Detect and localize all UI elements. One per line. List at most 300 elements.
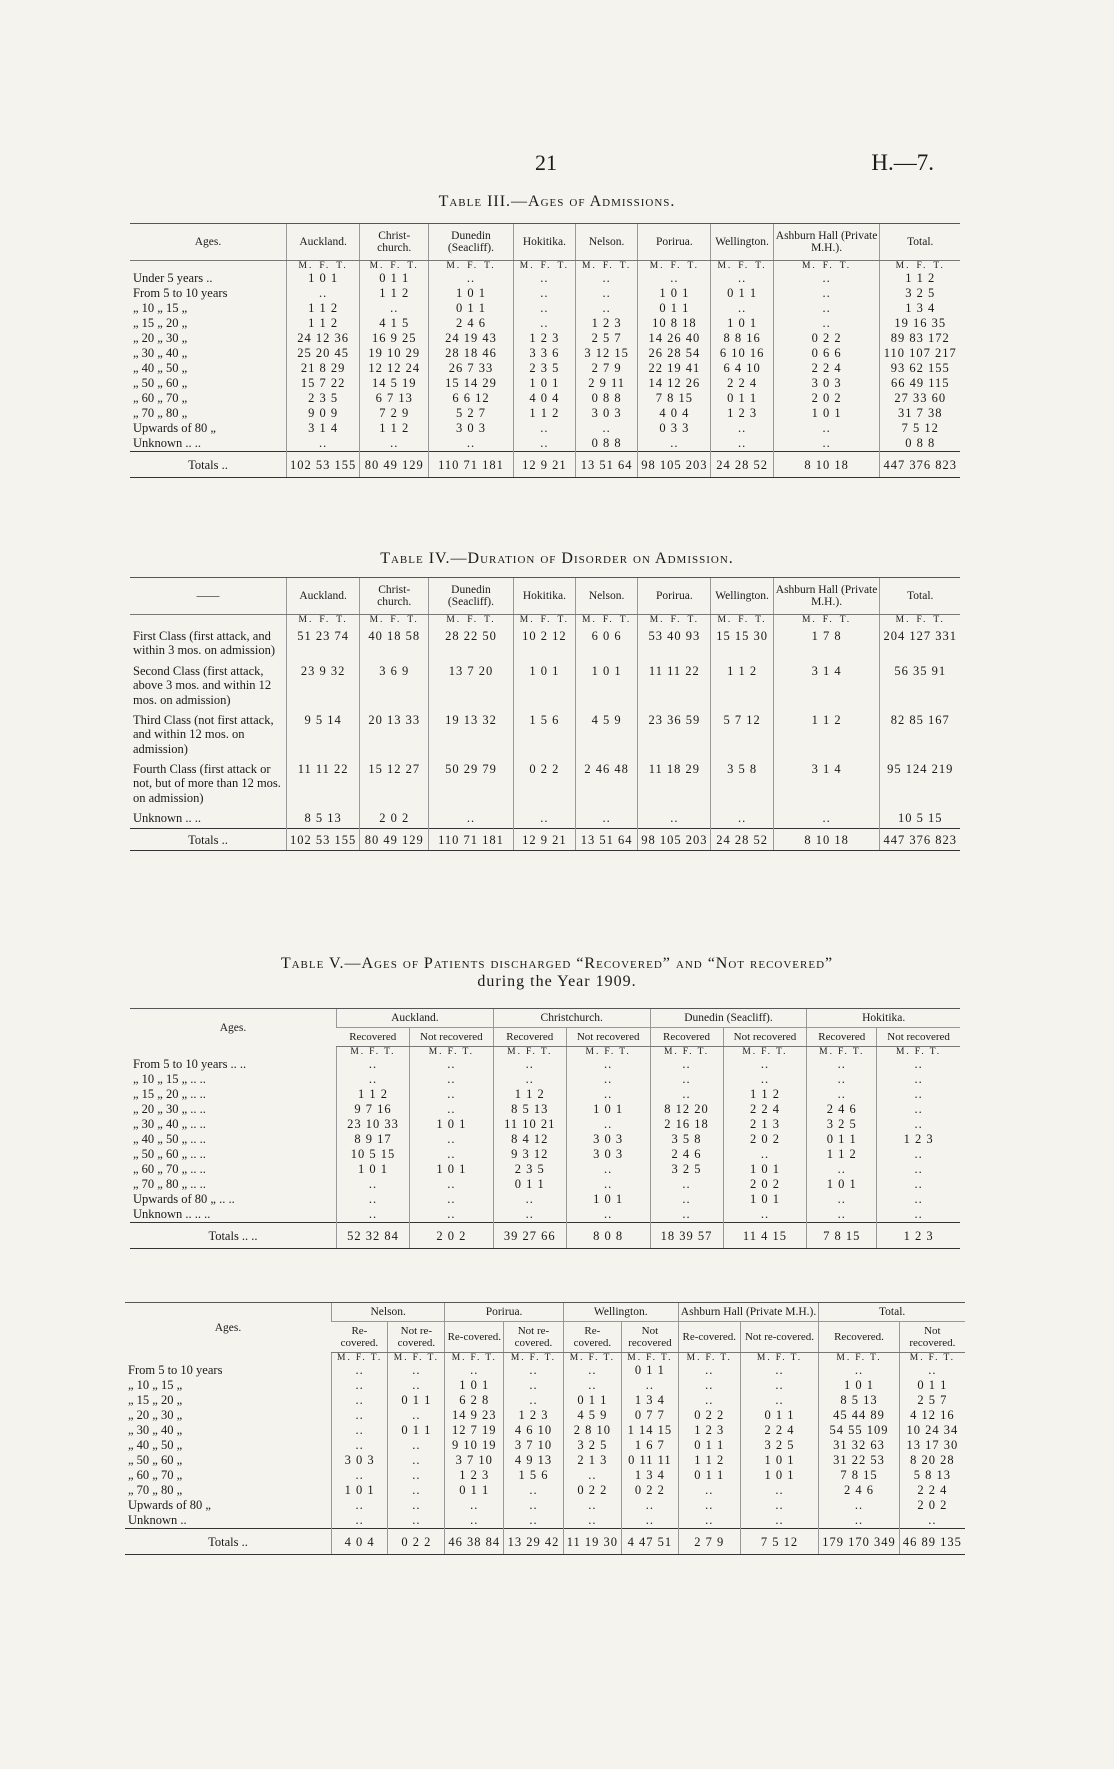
table4-mft-cell: [880, 615, 960, 626]
table5b-row: [125, 1453, 965, 1468]
table5b-cell: 1 3 4: [622, 1468, 679, 1483]
table5b-mft-label: F.: [775, 1353, 787, 1363]
table3-col-header: Christ-church.: [360, 224, 429, 261]
table3-cell: 1 1 2: [880, 271, 960, 286]
table4-cell: 204 127 331: [880, 625, 960, 660]
table5a-mft-label: M.: [350, 1047, 366, 1057]
table5b-cell: 0 2 2: [622, 1483, 679, 1498]
table5a-institution: Auckland.: [337, 1009, 494, 1028]
table5a-mft-label: T.: [384, 1047, 396, 1057]
table5b-mft-label: F.: [705, 1353, 717, 1363]
table5a-mft-label: M.: [428, 1047, 444, 1057]
table5b-institution: Nelson.: [332, 1303, 445, 1322]
table4-col-header: Christ-church.: [360, 578, 429, 615]
table5b-cell: 0 2 2: [563, 1483, 621, 1498]
table4-mft-label: M.: [895, 615, 911, 625]
table5a-mft-label: M.: [663, 1047, 679, 1057]
table3-mft-label: F.: [602, 261, 614, 271]
table3-cell: ..: [429, 436, 514, 452]
table5a-cell: 3 0 3: [566, 1147, 650, 1162]
table5b-cell: 0 1 1: [388, 1393, 445, 1408]
table3-cell: 1 0 1: [429, 286, 514, 301]
table4-cell: 1 7 8: [773, 625, 880, 660]
table5a-mft-label: T.: [929, 1047, 942, 1057]
table4-mft-cell: [429, 615, 514, 626]
table4-mft-label: F.: [540, 615, 552, 625]
table5b-cell: ..: [388, 1408, 445, 1423]
table5a-cell: 3 2 5: [650, 1162, 723, 1177]
table4: [130, 577, 960, 851]
table5a-cell: 1 0 1: [566, 1192, 650, 1207]
table5a-cell: 1 0 1: [723, 1192, 807, 1207]
table4-mft-label: M.: [649, 615, 665, 625]
table5b-mft-label: M.: [909, 1353, 925, 1363]
page-number: 21: [535, 150, 557, 175]
table5a-mft-label: T.: [697, 1047, 710, 1057]
table5a-cell: ..: [566, 1117, 650, 1132]
table5b-cell: 3 0 3: [332, 1453, 388, 1468]
table5b-mft-cell: [563, 1353, 621, 1364]
table3-cell: 31 7 38: [880, 406, 960, 421]
table5a-totals-cell: 7 8 15: [807, 1223, 877, 1249]
table5a-mft-label: F.: [604, 1047, 616, 1057]
table5b-mft-label: F.: [355, 1353, 367, 1363]
table5a-mft-cell: [877, 1047, 960, 1058]
table3-mft-label: F.: [738, 261, 750, 271]
table5b-subhead: Re-covered.: [445, 1322, 504, 1353]
table3-cell: 2 5 7: [576, 331, 638, 346]
table3-row: [130, 436, 960, 452]
table4-cell: 9 5 14: [287, 709, 360, 758]
table5b-cell: 14 9 23: [445, 1408, 504, 1423]
table3-cell: 7 5 12: [880, 421, 960, 436]
table4-cell: 56 35 91: [880, 660, 960, 709]
table3-cell: 0 1 1: [711, 286, 773, 301]
table3-mft-row: [130, 261, 960, 272]
table3-row-label: „ 40 „ 50 „: [133, 361, 188, 375]
table5a-cell: 1 2 3: [877, 1132, 960, 1147]
table5b-header-row: [125, 1303, 965, 1322]
table5a-mft-row: [130, 1047, 960, 1058]
table5a-cell: ..: [650, 1207, 723, 1223]
table5a-cell: ..: [723, 1072, 807, 1087]
table5b-cell: ..: [740, 1513, 818, 1529]
table5b-institution: Total.: [819, 1303, 965, 1322]
table4-mft-label: M.: [717, 615, 733, 625]
table3-totals-cell: 8 10 18: [773, 452, 880, 478]
table4-row: [130, 758, 960, 807]
table3-cell: 0 1 1: [638, 301, 711, 316]
table5b-cell: ..: [563, 1378, 621, 1393]
table5a-cell: ..: [566, 1057, 650, 1072]
table5a-row-label: Unknown .. .. ..: [133, 1207, 211, 1221]
table5a-mft-label: T.: [462, 1047, 474, 1057]
table5b-cell: ..: [504, 1363, 564, 1378]
table3-mft-label: T.: [557, 261, 569, 271]
table3-cell: 2 3 5: [513, 361, 575, 376]
table5a-cell: ..: [807, 1087, 877, 1102]
table3-mft-label: T.: [336, 261, 348, 271]
table5b-cell: ..: [819, 1498, 900, 1513]
table5b-totals-cell: 0 2 2: [388, 1529, 445, 1555]
table5b-cell: 0 1 1: [740, 1408, 818, 1423]
table3-mft-label: M.: [649, 261, 665, 271]
table3-mft-label: T.: [687, 261, 699, 271]
table3-row-label: From 5 to 10 years: [133, 286, 228, 300]
table4-mft-cell: [638, 615, 711, 626]
table5a-totals-cell: 8 0 8: [566, 1223, 650, 1249]
table5b-cell: 1 5 6: [504, 1468, 564, 1483]
table3-cell: 2 2 4: [711, 376, 773, 391]
table4-cell: ..: [711, 807, 773, 829]
table5a-cell: 1 0 1: [723, 1162, 807, 1177]
table5b-cell: 10 24 34: [899, 1423, 965, 1438]
table4-cell: 11 11 22: [287, 758, 360, 807]
table5a-row: [130, 1147, 960, 1162]
table4-totals-label: Totals ..: [130, 829, 287, 851]
table5a-subhead: Recovered: [493, 1028, 566, 1047]
table4-cell: 0 2 2: [513, 758, 575, 807]
table4-cell: 1 1 2: [711, 660, 773, 709]
table5a-mft-cell: [650, 1047, 723, 1058]
table3-cell: ..: [513, 301, 575, 316]
table3-row: [130, 316, 960, 331]
table5b-cell: ..: [563, 1513, 621, 1529]
table5b-row: [125, 1468, 965, 1483]
table5a-cell: 2 16 18: [650, 1117, 723, 1132]
table5a-cell: ..: [409, 1177, 493, 1192]
table4-row-label: Third Class (not first attack, and within 12 mos. on admission): [133, 712, 274, 756]
table5b-row-header: Ages.: [125, 1303, 332, 1353]
table4-cell: 1 5 6: [513, 709, 575, 758]
table3-cell: 12 12 24: [360, 361, 429, 376]
table5b-cell: 4 6 10: [504, 1423, 564, 1438]
table4-cell: 1 0 1: [513, 660, 575, 709]
document-code: H.—7.: [871, 150, 934, 175]
table3-caption-text: Table III.—Ages of Admissions.: [438, 193, 676, 210]
table5a-subhead: Not recovered: [409, 1028, 493, 1047]
table5b-cell: ..: [504, 1498, 564, 1513]
table5a-mft-label: M.: [895, 1047, 911, 1057]
table5a-totals-cell: 11 4 15: [723, 1223, 807, 1249]
table5a-totals-row: [130, 1223, 960, 1249]
table3-cell: 26 7 33: [429, 361, 514, 376]
table4-cell: 13 7 20: [429, 660, 514, 709]
table5b-totals-cell: 4 47 51: [622, 1529, 679, 1555]
table3-totals-cell: 24 28 52: [711, 452, 773, 478]
table4-cell: 50 29 79: [429, 758, 514, 807]
table5a-cell: 2 3 5: [493, 1162, 566, 1177]
table5b-cell: 4 9 13: [504, 1453, 564, 1468]
table3-totals-cell: 102 53 155: [287, 452, 360, 478]
table5a-cell: 0 1 1: [493, 1177, 566, 1192]
table5b-cell: ..: [388, 1438, 445, 1453]
table3-cell: 4 0 4: [638, 406, 711, 421]
table3-cell: 0 8 8: [576, 391, 638, 406]
table5b-cell: 0 1 1: [678, 1438, 740, 1453]
table3-cell: 7 2 9: [360, 406, 429, 421]
table5b-cell: ..: [740, 1498, 818, 1513]
table5b-row-label: Unknown ..: [128, 1513, 187, 1527]
table3-cell: 27 33 60: [880, 391, 960, 406]
table3-cell: 22 19 41: [638, 361, 711, 376]
table3-cell: ..: [429, 271, 514, 286]
table5b-cell: ..: [332, 1393, 388, 1408]
table5a-totals-cell: 1 2 3: [877, 1223, 960, 1249]
table5b-cell: ..: [332, 1498, 388, 1513]
table3-cell: 19 16 35: [880, 316, 960, 331]
table3-cell: 2 4 6: [429, 316, 514, 331]
table4-row: [130, 625, 960, 660]
table5a-cell: 2 4 6: [650, 1147, 723, 1162]
table3-cell: 1 1 2: [287, 316, 360, 331]
table5a-cell: 8 12 20: [650, 1102, 723, 1117]
table4-mft-label: T.: [484, 615, 496, 625]
table5b-totals-cell: 11 19 30: [563, 1529, 621, 1555]
table5a-cell: 10 5 15: [337, 1147, 410, 1162]
table5a-cell: 2 1 3: [723, 1117, 807, 1132]
table3-caption: [0, 193, 1114, 211]
table5b-row-label: „ 50 „ 60 „: [128, 1453, 183, 1467]
table4-cell: 3 1 4: [773, 758, 880, 807]
table5b-mft-cell: [445, 1353, 504, 1364]
table5a-cell: ..: [877, 1207, 960, 1223]
table4-row-label: Unknown .. ..: [133, 811, 202, 826]
table5b-mft-label: M.: [627, 1353, 643, 1363]
table3-cell: 9 0 9: [287, 406, 360, 421]
table5a-cell: 23 10 33: [337, 1117, 410, 1132]
table5a-totals-cell: 18 39 57: [650, 1223, 723, 1249]
table4-col-header: Wellington.: [711, 578, 773, 615]
table5a-cell: 3 0 3: [566, 1132, 650, 1147]
table4-mft-cell: [576, 615, 638, 626]
table5a-cell: 1 0 1: [807, 1177, 877, 1192]
table5a-cell: ..: [877, 1147, 960, 1162]
table5a-row-label: „ 40 „ 50 „ .. ..: [133, 1132, 206, 1146]
table3-row-label: „ 20 „ 30 „: [133, 331, 188, 345]
table5a-mft-label: F.: [682, 1047, 694, 1057]
table5a-mft-label: M.: [819, 1047, 834, 1057]
table4-cell: 23 36 59: [638, 709, 711, 758]
table5b-cell: ..: [622, 1378, 679, 1393]
table4-col-header: Total.: [880, 578, 960, 615]
table3-cell: 24 19 43: [429, 331, 514, 346]
table4-mft-label: F.: [390, 615, 402, 625]
table5b-cell: 2 2 4: [740, 1423, 818, 1438]
table4-mft-cell: [513, 615, 575, 626]
table3-cell: 4 1 5: [360, 316, 429, 331]
table5a-totals-cell: 2 0 2: [409, 1223, 493, 1249]
table3-cell: 0 3 3: [638, 421, 711, 436]
table5b-institution: Ashburn Hall (Private M.H.).: [678, 1303, 818, 1322]
table5b-totals-label: Totals ..: [125, 1529, 332, 1555]
table5b-totals-cell: 13 29 42: [504, 1529, 564, 1555]
table4-row-label: Second Class (first attack, above 3 mos. and within 12 mos. on admission): [133, 663, 272, 707]
table3-mft-cell: [360, 261, 429, 272]
table5a-row: [130, 1102, 960, 1117]
table5a-mft-label: M.: [585, 1047, 601, 1057]
table5b-cell: 1 0 1: [332, 1483, 388, 1498]
table4-mft-cell: [287, 615, 360, 626]
table3-cell: 93 62 155: [880, 361, 960, 376]
table3-cell: ..: [711, 436, 773, 452]
table5b-cell: 4 5 9: [563, 1408, 621, 1423]
table5a-row: [130, 1207, 960, 1223]
table3-cell: 0 1 1: [711, 391, 773, 406]
table5a-row-label: „ 10 „ 15 „ .. ..: [133, 1072, 206, 1086]
table4-col-header: Porirua.: [638, 578, 711, 615]
table3-cell: 1 1 2: [360, 421, 429, 436]
table3-row: [130, 421, 960, 436]
table4-totals-cell: 13 51 64: [576, 829, 638, 851]
table5b-cell: 1 0 1: [819, 1378, 900, 1393]
table4-row: [130, 807, 960, 829]
table3-cell: 0 2 2: [773, 331, 880, 346]
table4-cell: 8 5 13: [287, 807, 360, 829]
table5a-cell: ..: [877, 1072, 960, 1087]
table3-mft-label: F.: [319, 261, 331, 271]
table5b-cell: 2 4 6: [819, 1483, 900, 1498]
table5a-cell: ..: [409, 1102, 493, 1117]
table5b-cell: ..: [563, 1498, 621, 1513]
table5b-cell: ..: [504, 1513, 564, 1529]
table3-cell: 66 49 115: [880, 376, 960, 391]
table5b-cell: 0 1 1: [563, 1393, 621, 1408]
table3-row-label: „ 30 „ 40 „: [133, 346, 188, 360]
table3-cell: 0 8 8: [576, 436, 638, 452]
table3-cell: ..: [513, 271, 575, 286]
table5a-row-label: From 5 to 10 years .. ..: [133, 1057, 247, 1071]
table5b-cell: 1 0 1: [445, 1378, 504, 1393]
table5b-row-label: „ 60 „ 70 „: [128, 1468, 183, 1482]
table3-totals-label: Totals ..: [130, 452, 287, 478]
table3-cell: 3 0 3: [773, 376, 880, 391]
table3-mft-label: M.: [446, 261, 462, 271]
table3-cell: 3 2 5: [880, 286, 960, 301]
table5b-cell: ..: [332, 1408, 388, 1423]
table5a-cell: ..: [650, 1057, 723, 1072]
table3-row-label: „ 10 „ 15 „: [133, 301, 188, 315]
table4-cell: 3 5 8: [711, 758, 773, 807]
table4-cell: 1 1 2: [773, 709, 880, 758]
table5b-mft-blank: [125, 1353, 332, 1364]
table5a-cell: ..: [723, 1207, 807, 1223]
table5a-row-label: „ 60 „ 70 „ .. ..: [133, 1162, 206, 1176]
table4-col-header: Nelson.: [576, 578, 638, 615]
table5a-cell: ..: [807, 1072, 877, 1087]
table5a-cell: ..: [409, 1057, 493, 1072]
table5a-cell: ..: [337, 1192, 410, 1207]
table4-cell: 51 23 74: [287, 625, 360, 660]
table3-cell: 89 83 172: [880, 331, 960, 346]
table5b-subhead: Re-covered.: [563, 1322, 621, 1353]
table5-caption-sub: during the Year 1909.: [477, 973, 637, 990]
table3-mft-cell: [513, 261, 575, 272]
table3-cell: 24 12 36: [287, 331, 360, 346]
table3-cell: ..: [711, 421, 773, 436]
table3-cell: 1 0 1: [711, 316, 773, 331]
table5b-mft-cell: [740, 1353, 818, 1364]
table5b-mft-label: T.: [603, 1353, 615, 1363]
table5b-mft-cell: [678, 1353, 740, 1364]
table4-cell: 10 5 15: [880, 807, 960, 829]
table4-mft-label: T.: [839, 615, 852, 625]
table3-row: [130, 331, 960, 346]
table5b-cell: ..: [332, 1468, 388, 1483]
table3-row-header: Ages.: [130, 224, 287, 261]
table5a-cell: 8 5 13: [493, 1102, 566, 1117]
table4-col-header: Ashburn Hall (Private M.H.).: [773, 578, 880, 615]
table3-mft-cell: [711, 261, 773, 272]
table5b-row: [125, 1483, 965, 1498]
table3-cell: ..: [711, 301, 773, 316]
table3-cell: 26 28 54: [638, 346, 711, 361]
table3-totals-cell: 12 9 21: [513, 452, 575, 478]
table5a-cell: 9 7 16: [337, 1102, 410, 1117]
table5a-mft-blank: [130, 1047, 337, 1058]
table5b-cell: 1 2 3: [504, 1408, 564, 1423]
table5b-row-label: „ 70 „ 80 „: [128, 1483, 183, 1497]
table5b-cell: 2 5 7: [899, 1393, 965, 1408]
table4-cell: 1 0 1: [576, 660, 638, 709]
table3-cell: 2 2 4: [773, 361, 880, 376]
table5b-cell: ..: [388, 1378, 445, 1393]
table5b-cell: 13 17 30: [899, 1438, 965, 1453]
table5a-subhead: Not recovered: [723, 1028, 807, 1047]
table5b-cell: ..: [388, 1483, 445, 1498]
table3-cell: 6 10 16: [711, 346, 773, 361]
table3-mft-label: M.: [298, 261, 314, 271]
table3-cell: 1 2 3: [576, 316, 638, 331]
table5a-header-row: [130, 1009, 960, 1028]
table5b-subhead: Not re-covered.: [504, 1322, 564, 1353]
table5a-totals-cell: 52 32 84: [337, 1223, 410, 1249]
table5b-cell: 31 22 53: [819, 1453, 900, 1468]
table5b-subhead: Not recovered: [622, 1322, 679, 1353]
table5a-cell: ..: [337, 1072, 410, 1087]
table3-cell: ..: [773, 316, 880, 331]
table3-cell: 6 4 10: [711, 361, 773, 376]
table3-cell: 14 5 19: [360, 376, 429, 391]
table4-cell: 2 46 48: [576, 758, 638, 807]
table5b-cell: 8 20 28: [899, 1453, 965, 1468]
table4-mft-row: [130, 615, 960, 626]
table4-cell: ..: [429, 807, 514, 829]
table5b-cell: 6 2 8: [445, 1393, 504, 1408]
table5a-mft-cell: [493, 1047, 566, 1058]
table5b-mft-label: T.: [544, 1353, 557, 1363]
table3-cell: 3 0 3: [576, 406, 638, 421]
table3-cell: 3 1 4: [287, 421, 360, 436]
table3-totals-cell: 13 51 64: [576, 452, 638, 478]
table5b-mft-label: T.: [661, 1353, 673, 1363]
table5a-cell: ..: [877, 1102, 960, 1117]
table3-row: [130, 271, 960, 286]
table5a-cell: ..: [566, 1162, 650, 1177]
table3-cell: 16 9 25: [360, 331, 429, 346]
table5b-mft-label: T.: [870, 1353, 882, 1363]
table5b-cell: 2 0 2: [899, 1498, 965, 1513]
table5b-mft-label: M.: [451, 1353, 467, 1363]
table5b-mft-label: F.: [646, 1353, 658, 1363]
table5a-cell: ..: [566, 1087, 650, 1102]
table3-cell: ..: [360, 436, 429, 452]
table3-cell: 2 7 9: [576, 361, 638, 376]
table5b-row-label: „ 40 „ 50 „: [128, 1438, 183, 1452]
table5a-cell: ..: [566, 1207, 650, 1223]
table3-mft-label: T.: [407, 261, 419, 271]
table5b-cell: ..: [622, 1513, 679, 1529]
